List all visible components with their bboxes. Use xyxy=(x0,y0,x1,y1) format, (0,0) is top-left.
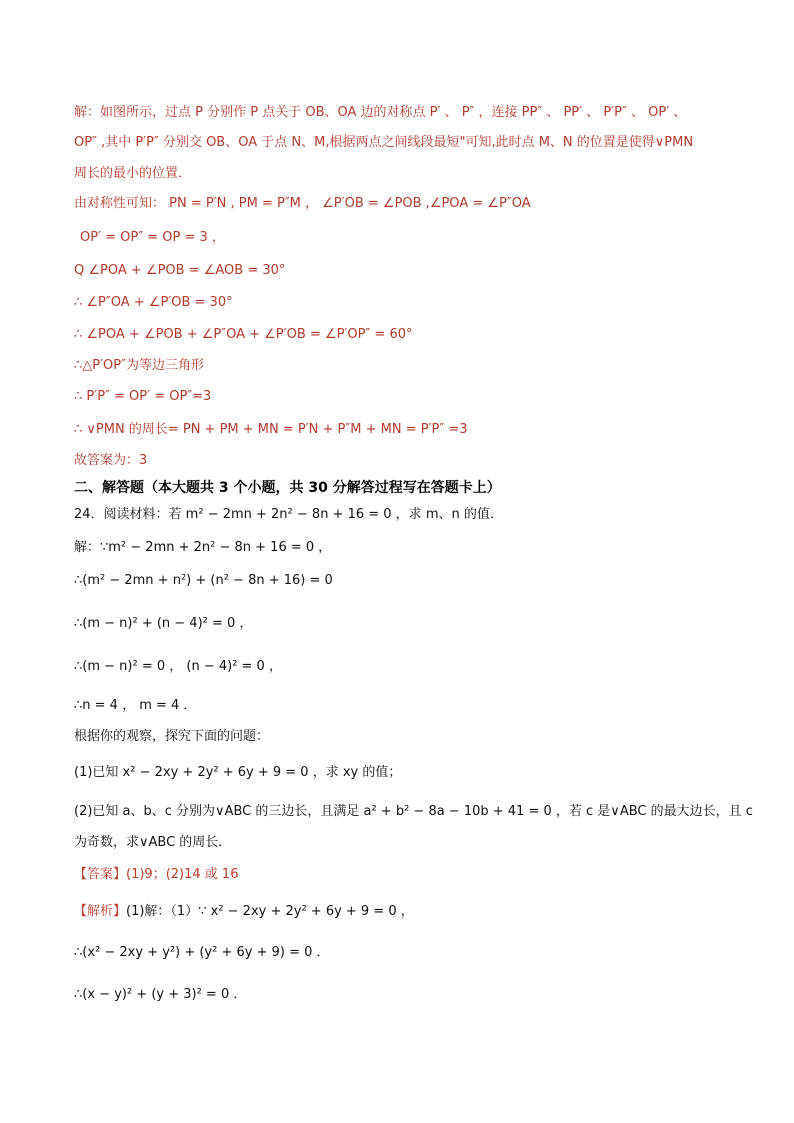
solution-line-4: 由对称性可知： PN = P′N , PM = P″M ， ∠P′OB = ∠POB ,∠POA = ∠P″OA xyxy=(74,196,531,211)
solution-line-8: ∴ ∠POA + ∠POB + ∠P″OA + ∠P′OB = ∠P′OP″ = 60° xyxy=(74,327,413,342)
analysis-line xyxy=(74,902,414,922)
analysis-line-3: ∴(x − y)² + (y + 3)² = 0 ． xyxy=(74,987,247,1002)
solution-line-2: OP″ ,其中 P′P″ 分别交 OB、OA 于点 N、M,根据两点之间线段最短"可知,此时点 M、N 的位置是使得∨PMN xyxy=(74,135,694,150)
solution-line-9: ∴△P′OP″为等边三角形 xyxy=(74,358,204,373)
answer-line xyxy=(74,865,238,885)
solution-line-7: ∴ ∠P″OA + ∠P′OB = 30° xyxy=(74,295,233,310)
solution-line-1: 解：如图所示，过点 P 分别作 P 点关于 OB、OA 边的对称点 P′ 、 P″ ，连接 PP″ 、 PP′ 、 P′P″ 、 OP′ 、 xyxy=(74,105,687,120)
analysis-line-2: ∴(x² − 2xy + y²) + (y² + 6y + 9) = 0 ． xyxy=(74,945,330,960)
section-heading: 二、解答题（本大题共 3 个小题，共 30 分解答过程写在答题卡上） xyxy=(74,480,501,496)
q24-solution-line-5: ∴n = 4 ， m = 4 ． xyxy=(74,698,197,713)
q24-solution-line-3: ∴(m − n)² + (n − 4)² = 0 ， xyxy=(74,616,253,631)
solution-line-3: 周长的最小的位置． xyxy=(74,166,192,181)
answer-tag: 【答案】 xyxy=(74,867,127,882)
q24-prompt: 根据你的观察，探究下面的问题： xyxy=(74,729,270,744)
analysis-text: (1)解：（1）∵ x² − 2xy + 2y² + 6y + 9 = 0 ， xyxy=(126,904,414,919)
analysis-tag: 【解析】 xyxy=(74,904,127,919)
solution-line-11: ∴ ∨PMN 的周长= PN + PM + MN = P′N + P″M + MN = P′P″ =3 xyxy=(74,422,468,437)
q24-solution-line-1: 解：∵m² − 2mn + 2n² − 8n + 16 = 0 ， xyxy=(74,540,332,555)
q24-solution-line-4: ∴(m − n)² = 0 ， (n − 4)² = 0 ， xyxy=(74,659,282,674)
q24-part-2-line-1: (2)已知 a、b、c 分别为∨ABC 的三边长，且满足 a² + b² − 8a − 10b + 41 = 0 ，若 c 是∨ABC 的最大边长，且 c xyxy=(74,804,753,819)
q24-part-1: (1)已知 x² − 2xy + 2y² + 6y + 9 = 0 ，求 xy 的值； xyxy=(74,765,402,780)
solution-answer-line: 故答案为：3 xyxy=(74,453,148,468)
q24-part-2-line-2: 为奇数，求∨ABC 的周长． xyxy=(74,835,232,850)
q24-statement: 24．阅读材料：若 m² − 2mn + 2n² − 8n + 16 = 0 ，求 m、n 的值． xyxy=(74,507,503,522)
solution-line-6: Q ∠POA + ∠POB = ∠AOB = 30° xyxy=(74,263,286,278)
answer-text: (1)9；(2)14 或 16 xyxy=(126,867,239,882)
q24-solution-line-2: ∴(m² − 2mn + n²) + (n² − 8n + 16) = 0 xyxy=(74,573,333,588)
solution-line-10: ∴ P′P″ = OP′ = OP″=3 xyxy=(74,389,212,404)
solution-line-5: OP′ = OP″ = OP = 3 ， xyxy=(80,230,225,245)
